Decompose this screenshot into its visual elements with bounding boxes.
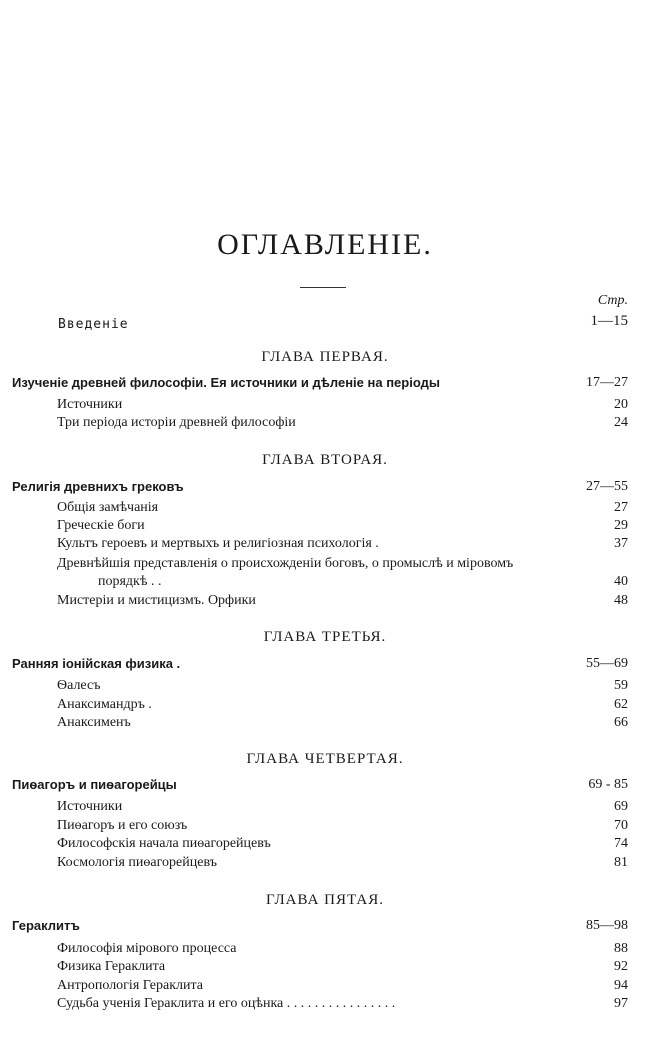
chapter-main-entry [0,478,650,496]
entry-label: Анаксимандръ . [57,697,152,712]
introduction-pages: 1—15 [590,313,628,329]
chapter-heading: ГЛАВА ТРЕТЬЯ. [263,629,387,645]
chapter-main-entry [0,655,650,673]
entry-pages: 40 [614,574,628,589]
toc-entry [0,817,650,835]
entry-label: Философскія начала пиѳагорейцевъ [57,836,271,851]
entry-label: Изученіе древней философіи. Ея источники и дѣленіе на періоды [12,375,440,390]
toc-entry [0,835,650,853]
entry-label: Гераклитъ [12,918,80,933]
page-title: ОГЛАВЛЕНІЕ. [217,228,433,261]
toc-entry [0,414,650,432]
toc-entry [0,995,650,1013]
chapter-heading: ГЛАВА ЧЕТВЕРТАЯ. [246,751,404,767]
toc-entry [0,696,650,714]
chapter-main-entry [0,917,650,935]
entry-pages: 92 [614,959,628,974]
entry-pages: 37 [614,536,628,551]
toc-entry-continuation [0,573,650,591]
entry-pages: 48 [614,593,628,608]
entry-label: Космологія пиѳагорейцевъ [57,855,217,870]
entry-label: Общія замѣчанія [57,500,159,515]
entry-label: Философія мірового процесса [57,941,237,956]
introduction-entry [58,313,628,331]
chapter-heading: ГЛАВА ВТОРАЯ. [262,452,388,468]
entry-label: Ѳалесъ [57,678,101,693]
toc-entry [0,499,650,517]
entry-pages: 97 [614,996,628,1011]
entry-label: Анаксименъ [57,715,131,730]
introduction-label: Введеніе [58,317,129,332]
entry-pages: 69 - 85 [588,777,628,792]
entry-pages: 27 [614,500,628,515]
entry-pages: 24 [614,415,628,430]
entry-label: порядкѣ . . [98,574,162,589]
chapter-heading: ГЛАВА ПЕРВАЯ. [261,349,389,365]
entry-label: Пиѳагоръ и его союзъ [57,818,188,833]
toc-entry [0,592,650,610]
entry-pages: 74 [614,836,628,851]
entry-label: Пиѳагоръ и пиѳагорейцы [12,777,177,792]
entry-pages: 69 [614,799,628,814]
toc-entry [0,677,650,695]
entry-pages: 70 [614,818,628,833]
toc-entry [0,854,650,872]
entry-label: Греческіе боги [57,518,145,533]
chapter-main-entry [0,374,650,392]
entry-pages: 88 [614,941,628,956]
page-column-header: Стр. [597,293,628,308]
entry-label: Древнѣйшія представленія о происхожденіи боговъ, о промыслѣ и міровомъ [57,556,514,571]
entry-pages: 66 [614,715,628,730]
toc-entry [0,977,650,995]
toc-entry [0,714,650,732]
toc-entry [0,555,650,573]
entry-pages: 85—98 [586,918,628,933]
title-divider [300,287,346,288]
entry-pages: 94 [614,978,628,993]
entry-label: Ранняя іонійская физика . [12,656,181,671]
entry-pages: 62 [614,697,628,712]
entry-label: Источники [57,799,123,814]
toc-entry [0,958,650,976]
entry-pages: 27—55 [586,479,628,494]
entry-pages: 17—27 [586,375,628,390]
entry-label: Антропологія Гераклита [57,978,203,993]
toc-entry [0,396,650,414]
toc-entry [0,517,650,535]
entry-label: Судьба ученія Гераклита и его оцѣнка . . . . . . . . . . . . . . . . [57,996,396,1011]
entry-label: Культъ героевъ и мертвыхъ и религіозная психологія . [57,536,379,551]
entry-pages: 81 [614,855,628,870]
chapter-heading: ГЛАВА ПЯТАЯ. [265,892,385,908]
entry-pages: 29 [614,518,628,533]
entry-label: Три періода исторіи древней философіи [57,415,296,430]
entry-pages: 55—69 [586,656,628,671]
entry-label: Мистеріи и мистицизмъ. Орфики [57,593,256,608]
chapter-main-entry [0,776,650,794]
entry-label: Источники [57,397,123,412]
entry-pages: 59 [614,678,628,693]
toc-entry [0,535,650,553]
entry-label: Религія древнихъ грековъ [12,479,184,494]
entry-pages: 20 [614,397,628,412]
entry-label: Физика Гераклита [57,959,166,974]
toc-entry [0,940,650,958]
toc-entry [0,798,650,816]
